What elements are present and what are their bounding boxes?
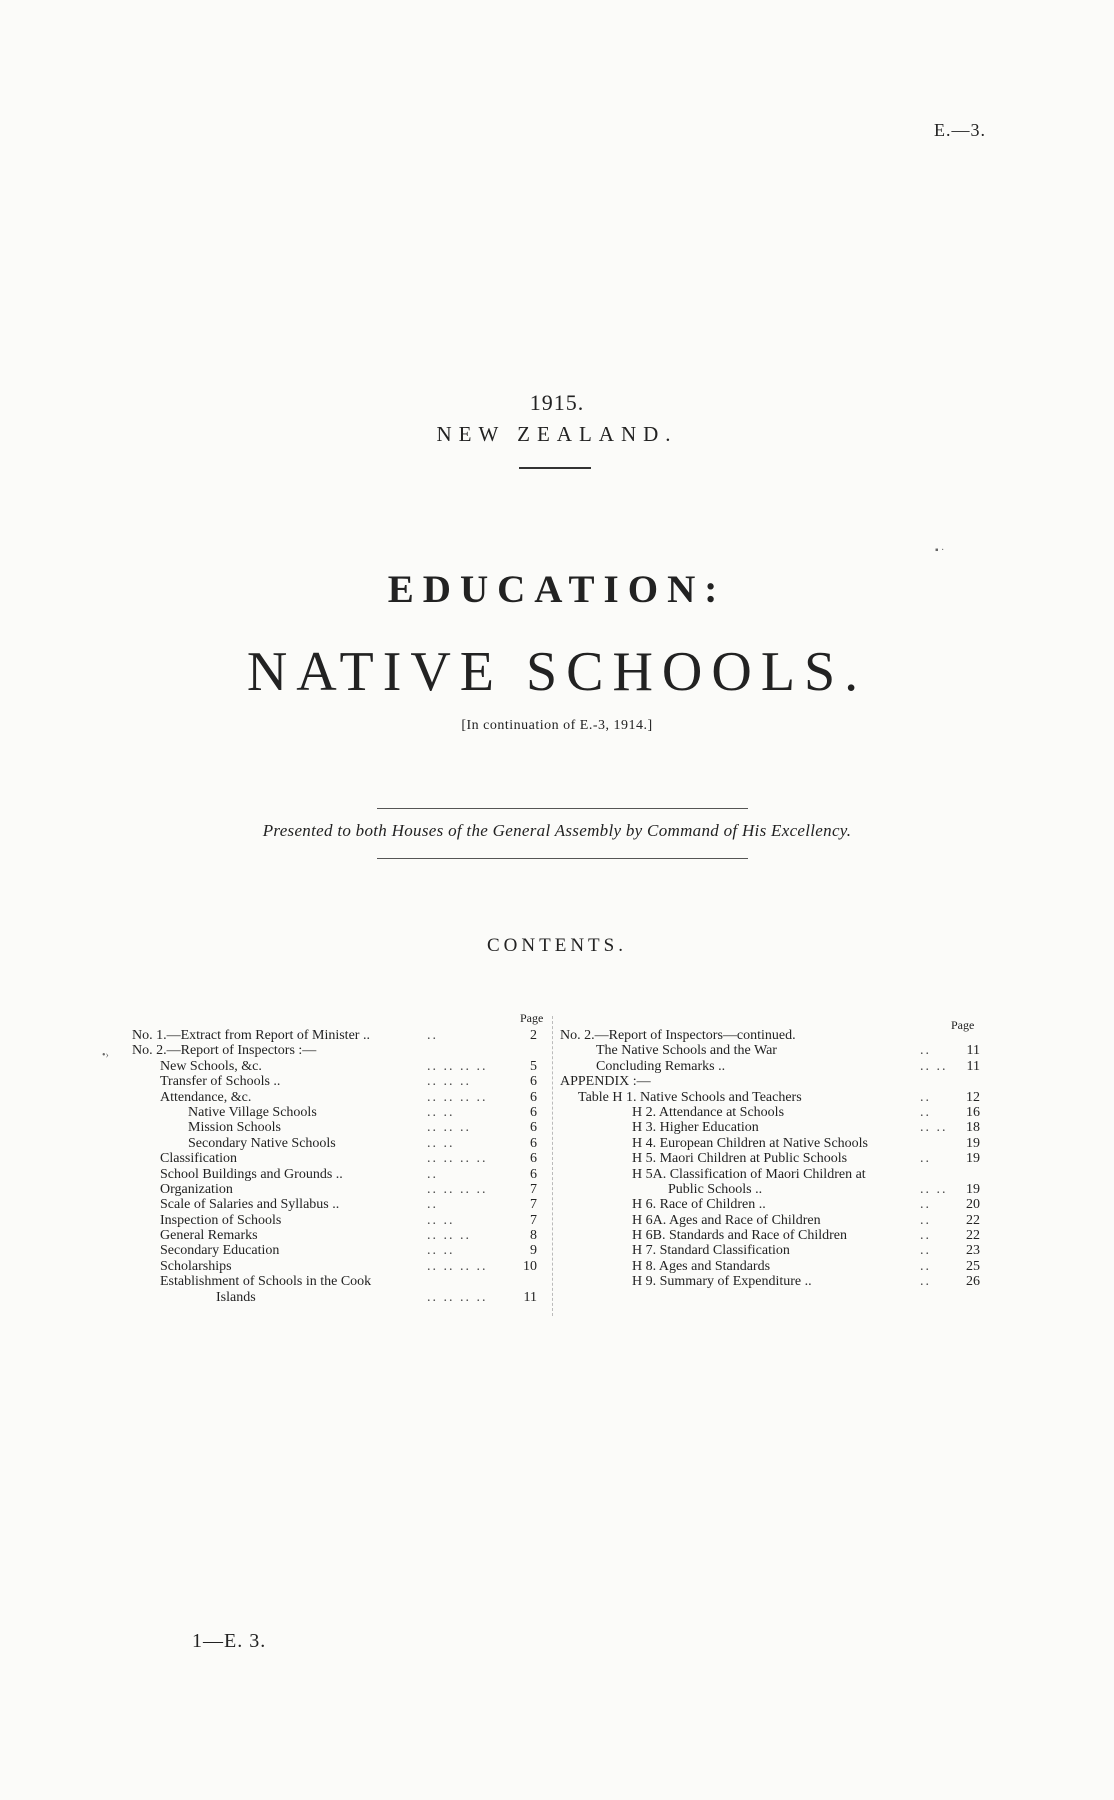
- toc-entry-page: 18: [966, 1120, 980, 1136]
- toc-entry-page: 7: [530, 1181, 537, 1197]
- footer-signature: 1—E. 3.: [192, 1630, 267, 1652]
- toc-entry: [132, 1028, 547, 1043]
- toc-entry-text: H 8. Ages and Standards: [632, 1258, 771, 1274]
- toc-entry-text: The Native Schools and the War: [596, 1043, 777, 1059]
- toc-entry-page: 11: [966, 1058, 980, 1074]
- toc-entry-page: 23: [966, 1243, 980, 1259]
- margin-mark: •›: [102, 1050, 109, 1061]
- toc-entry: [560, 1243, 980, 1258]
- toc-entry: [560, 1028, 980, 1043]
- toc-entry: [132, 1043, 547, 1058]
- toc-entry-page: 19: [966, 1135, 980, 1151]
- toc-entry-text: No. 2.—Report of Inspectors :—: [132, 1043, 317, 1059]
- toc-entry: [560, 1105, 980, 1120]
- toc-entry-leader: ..: [920, 1089, 931, 1105]
- margin-mark: ▪ ·: [935, 545, 945, 556]
- toc-entry-text: H 2. Attendance at Schools: [632, 1104, 785, 1120]
- toc-entry: [132, 1120, 547, 1135]
- toc-entry-page: 22: [966, 1228, 980, 1244]
- divider-rule: [519, 467, 591, 469]
- toc-entry-leader: ..: [920, 1043, 931, 1059]
- page-reference: E.—3.: [934, 120, 986, 140]
- toc-entry-leader: .. ..: [920, 1120, 948, 1136]
- page-column-header: Page: [951, 1018, 975, 1032]
- toc-entry: [560, 1120, 980, 1135]
- toc-entry-page: 2: [530, 1028, 537, 1043]
- contents-left-column: [132, 1028, 547, 1305]
- toc-entry-page: 26: [966, 1274, 980, 1290]
- toc-entry-page: 6: [530, 1089, 537, 1105]
- toc-entry-text: General Remarks: [160, 1228, 258, 1244]
- toc-entry-text: Concluding Remarks ..: [596, 1058, 726, 1074]
- toc-entry-page: 22: [966, 1212, 980, 1228]
- toc-entry: [560, 1197, 980, 1212]
- toc-entry-page: 19: [966, 1181, 980, 1197]
- toc-entry-page: 11: [966, 1043, 980, 1059]
- country: NEW ZEALAND.: [436, 422, 678, 446]
- toc-entry-leader: .. ..: [427, 1135, 455, 1151]
- toc-entry-text: H 4. European Children at Native Schools: [632, 1135, 869, 1151]
- subtitle: [In continuation of E.-3, 1914.]: [461, 718, 653, 733]
- toc-entry-text: Scale of Salaries and Syllabus ..: [160, 1197, 340, 1213]
- toc-entry-page: 6: [530, 1135, 537, 1151]
- toc-entry-text: Table H 1. Native Schools and Teachers: [578, 1089, 802, 1105]
- toc-entry: [132, 1182, 547, 1197]
- toc-entry: [560, 1213, 980, 1228]
- toc-entry-text: New Schools, &c.: [160, 1058, 262, 1074]
- toc-entry: [132, 1090, 547, 1105]
- toc-entry-text: Organization: [160, 1181, 233, 1197]
- toc-entry-page: 19: [966, 1151, 980, 1167]
- toc-entry-page: 6: [530, 1151, 537, 1167]
- toc-entry: [560, 1151, 980, 1166]
- toc-entry: [132, 1243, 547, 1258]
- toc-entry-text: Scholarships: [160, 1258, 232, 1274]
- column-divider: [552, 1016, 554, 1316]
- toc-entry-leader: .. ..: [920, 1181, 948, 1197]
- toc-entry-leader: .. ..: [427, 1104, 455, 1120]
- toc-entry-page: 6: [530, 1104, 537, 1120]
- toc-entry: [560, 1059, 980, 1074]
- divider-rule: [377, 858, 748, 859]
- toc-entry: [132, 1105, 547, 1120]
- toc-entry-leader: .. .. .. ..: [427, 1151, 488, 1167]
- toc-entry: [132, 1074, 547, 1089]
- toc-entry-leader: ..: [920, 1212, 931, 1228]
- toc-entry-leader: .. ..: [920, 1058, 948, 1074]
- toc-entry-text: Establishment of Schools in the Cook: [160, 1274, 372, 1290]
- toc-entry-page: 7: [530, 1212, 537, 1228]
- toc-entry-leader: ..: [920, 1228, 931, 1244]
- toc-entry: [132, 1151, 547, 1166]
- toc-entry-text: H 6. Race of Children ..: [632, 1197, 766, 1213]
- toc-entry-text: Mission Schools: [188, 1120, 281, 1136]
- toc-entry: [132, 1059, 547, 1074]
- toc-entry-text: Islands: [216, 1289, 256, 1305]
- toc-entry-page: 16: [966, 1104, 980, 1120]
- toc-entry-text: H 7. Standard Classification: [632, 1243, 790, 1259]
- toc-entry: [560, 1167, 980, 1182]
- toc-entry-page: 6: [530, 1074, 537, 1090]
- contents-title: CONTENTS.: [487, 935, 627, 956]
- toc-entry-leader: .. ..: [427, 1212, 455, 1228]
- divider-rule: [377, 808, 748, 809]
- toc-entry-leader: ..: [427, 1028, 438, 1043]
- toc-entry-text: Public Schools ..: [668, 1181, 763, 1197]
- toc-entry: [132, 1274, 547, 1289]
- toc-entry-leader: ..: [920, 1104, 931, 1120]
- toc-entry-page: 10: [523, 1258, 537, 1274]
- toc-entry-page: 25: [966, 1258, 980, 1274]
- toc-entry-leader: .. .. ..: [427, 1120, 471, 1136]
- toc-entry: [132, 1290, 547, 1305]
- toc-entry: [132, 1228, 547, 1243]
- heading-native-schools: NATIVE SCHOOLS.: [246, 641, 868, 703]
- toc-entry-page: 11: [523, 1289, 537, 1305]
- toc-entry-leader: .. .. .. ..: [427, 1289, 488, 1305]
- toc-entry: [560, 1182, 980, 1197]
- toc-entry-text: APPENDIX :—: [560, 1074, 651, 1090]
- toc-entry: [132, 1259, 547, 1274]
- toc-entry-text: H 3. Higher Education: [632, 1120, 759, 1136]
- toc-entry-leader: .. .. .. ..: [427, 1181, 488, 1197]
- toc-entry-text: School Buildings and Grounds ..: [160, 1166, 343, 1182]
- toc-entry-leader: ..: [920, 1274, 931, 1290]
- toc-entry: [132, 1167, 547, 1182]
- toc-entry-leader: .. .. .. ..: [427, 1089, 488, 1105]
- heading-education: EDUCATION:: [387, 568, 727, 611]
- toc-entry-leader: ..: [920, 1243, 931, 1259]
- toc-entry-leader: ..: [920, 1151, 931, 1167]
- toc-entry-page: 12: [966, 1089, 980, 1105]
- presented-line: Presented to both Houses of the General Assembly by Command of His Excellency.: [262, 821, 852, 840]
- toc-entry-text: Secondary Native Schools: [188, 1135, 336, 1151]
- toc-entry-leader: ..: [920, 1197, 931, 1213]
- toc-entry-page: 8: [530, 1228, 537, 1244]
- toc-entry: [560, 1074, 980, 1089]
- toc-entry: [560, 1259, 980, 1274]
- toc-entry: [560, 1090, 980, 1105]
- toc-entry: [560, 1043, 980, 1058]
- toc-entry-page: 9: [530, 1243, 537, 1259]
- toc-entry-page: 20: [966, 1197, 980, 1213]
- toc-entry-leader: .. .. .. ..: [427, 1058, 488, 1074]
- toc-entry-text: Secondary Education: [160, 1243, 280, 1259]
- toc-entry: [560, 1228, 980, 1243]
- toc-entry-text: Native Village Schools: [188, 1104, 317, 1120]
- toc-entry-page: 6: [530, 1166, 537, 1182]
- toc-entry-leader: ..: [427, 1197, 438, 1213]
- toc-entry-leader: ..: [920, 1258, 931, 1274]
- year: 1915.: [529, 390, 585, 415]
- page-column-header: Page: [520, 1011, 544, 1025]
- toc-entry-page: 7: [530, 1197, 537, 1213]
- toc-entry-text: Transfer of Schools ..: [160, 1074, 281, 1090]
- toc-entry-leader: .. .. ..: [427, 1074, 471, 1090]
- toc-entry-text: No. 2.—Report of Inspectors—continued.: [560, 1028, 796, 1043]
- toc-entry-page: 5: [530, 1058, 537, 1074]
- toc-entry-leader: .. .. .. ..: [427, 1258, 488, 1274]
- toc-entry-text: H 6B. Standards and Race of Children: [632, 1228, 848, 1244]
- contents-right-column: [560, 1028, 980, 1290]
- toc-entry-text: No. 1.—Extract from Report of Minister ..: [132, 1028, 370, 1043]
- toc-entry-text: H 6A. Ages and Race of Children: [632, 1212, 821, 1228]
- toc-entry-text: H 5A. Classification of Maori Children at: [632, 1166, 866, 1182]
- toc-entry-leader: .. .. ..: [427, 1228, 471, 1244]
- toc-entry: [132, 1197, 547, 1212]
- toc-entry: [132, 1213, 547, 1228]
- toc-entry-text: Classification: [160, 1151, 237, 1167]
- toc-entry-text: Attendance, &c.: [160, 1089, 252, 1105]
- toc-entry: [132, 1136, 547, 1151]
- toc-entry: [560, 1274, 980, 1289]
- toc-entry: [560, 1136, 980, 1151]
- toc-entry-text: Inspection of Schools: [160, 1212, 282, 1228]
- toc-entry-leader: .. ..: [427, 1243, 455, 1259]
- toc-entry-page: 6: [530, 1120, 537, 1136]
- toc-entry-text: H 5. Maori Children at Public Schools: [632, 1151, 848, 1167]
- toc-entry-leader: ..: [427, 1166, 438, 1182]
- toc-entry-text: H 9. Summary of Expenditure ..: [632, 1274, 812, 1290]
